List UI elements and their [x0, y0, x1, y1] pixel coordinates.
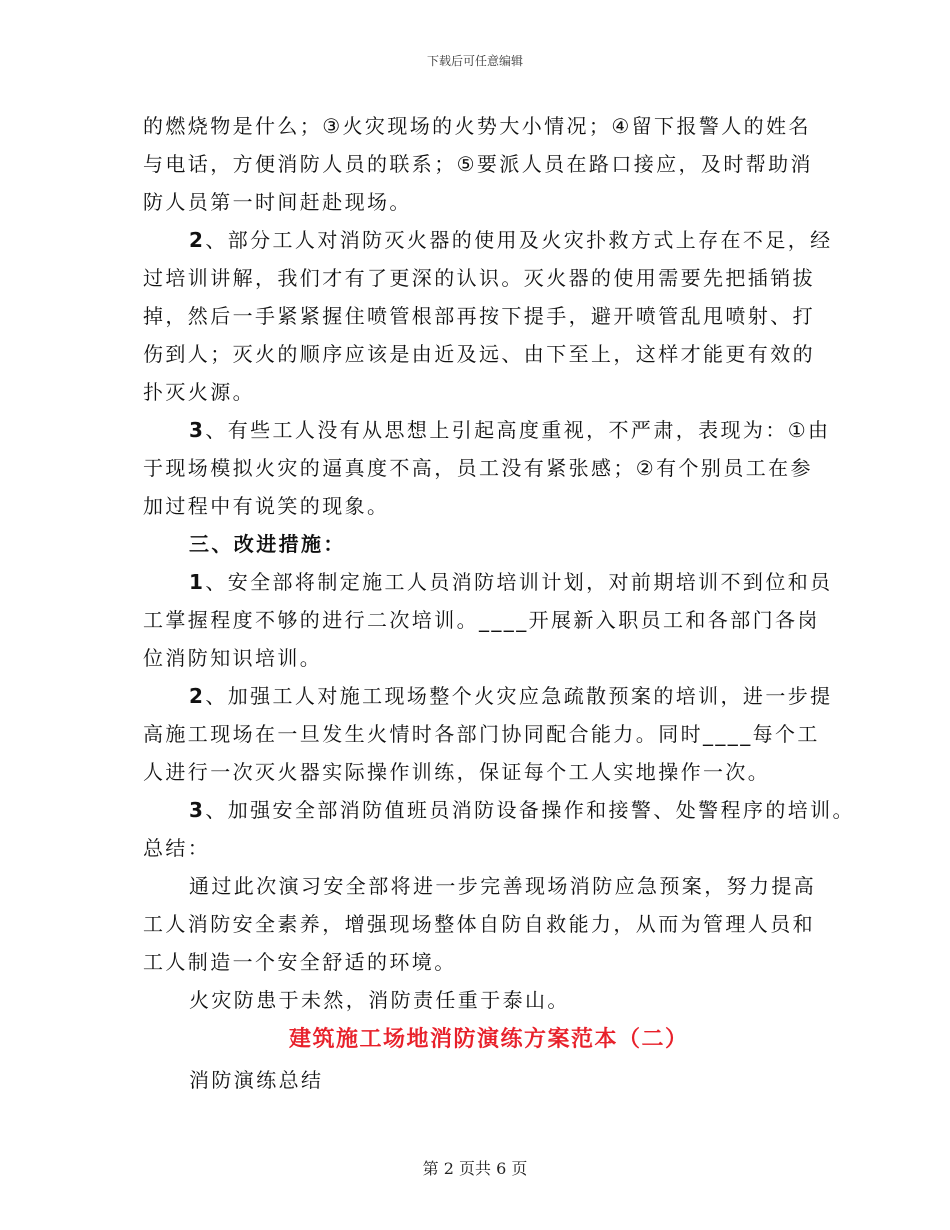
paragraph-line: 工人消防安全素养，增强现场整体自防自救能力，从而为管理人员和	[143, 912, 815, 936]
paragraph-line: 加过程中有说笑的现象。	[143, 494, 390, 518]
item-text: 、有些工人没有从思想上引起高度重视，不严肃，表现为：①由	[205, 418, 831, 442]
paragraph-line	[143, 411, 831, 449]
document-title: 建筑施工场地消防演练方案范本（二）	[289, 1027, 689, 1052]
motto-line: 火灾防患于未然，消防责任重于泰山。	[189, 988, 570, 1012]
summary-label: 总结：	[143, 836, 211, 860]
paragraph-line: 工人制造一个安全舒适的环境。	[143, 950, 457, 974]
item-number: 2	[189, 228, 206, 252]
paragraph-line: 通过此次演习安全部将进一步完善现场消防应急预案，努力提高	[189, 874, 817, 898]
paragraph-line: 掉，然后一手紧紧握住喷管根部再按下提手，避开喷管乱甩喷射、打	[143, 304, 815, 328]
paragraph-line: 与电话，方便消防人员的联系；⑤要派人员在路口接应，及时帮助消	[143, 152, 813, 176]
paragraph-line	[143, 791, 855, 829]
document-body	[143, 107, 855, 1099]
paragraph-line: 工掌握程度不够的进行二次培训。____开展新入职员工和各部门各岗	[143, 608, 820, 632]
paragraph-line	[143, 677, 833, 715]
item-text: 、加强安全部消防值班员消防设备操作和接警、处警程序的培训。	[205, 798, 855, 822]
paragraph-line: 位消防知识培训。	[143, 646, 323, 670]
item-text: 、部分工人对消防灭火器的使用及火灾扑救方式上存在不足，经	[205, 228, 833, 252]
subheading: 消防演练总结	[189, 1068, 324, 1092]
item-number: 2	[189, 684, 206, 708]
paragraph-line: 人进行一次灭火器实际操作训练，保证每个工人实地操作一次。	[143, 760, 771, 784]
section-heading: 三、改进措施：	[189, 532, 346, 556]
paragraph-line: 的燃烧物是什么；③火灾现场的火势大小情况；④留下报警人的姓名	[143, 114, 811, 138]
paragraph-line: 高施工现场在一旦发生火情时各部门协同配合能力。同时____每个工	[143, 722, 820, 746]
paragraph-line: 过培训讲解，我们才有了更深的认识。灭火器的使用需要先把插销拔	[143, 266, 815, 290]
page-header: 下载后可任意编辑	[426, 54, 523, 68]
item-number: 3	[189, 798, 206, 822]
item-number: 3	[189, 418, 206, 442]
item-number: 1	[189, 570, 206, 594]
paragraph-line: 扑灭火源。	[143, 380, 255, 404]
paragraph-line: 于现场模拟火灾的逼真度不高，员工没有紧张感；②有个别员工在参	[143, 456, 813, 480]
page-footer: 第 2 页共 6 页	[422, 1159, 528, 1178]
paragraph-line: 伤到人；灭火的顺序应该是由近及远、由下至上，这样才能更有效的	[143, 342, 815, 366]
paragraph-line: 防人员第一时间赶赴现场。	[143, 190, 412, 214]
paragraph-line	[143, 221, 833, 259]
item-text: 、安全部将制定施工人员消防培训计划，对前期培训不到位和员	[205, 570, 833, 594]
item-text: 、加强工人对施工现场整个火灾应急疏散预案的培训，进一步提	[205, 684, 833, 708]
paragraph-line	[143, 563, 833, 601]
